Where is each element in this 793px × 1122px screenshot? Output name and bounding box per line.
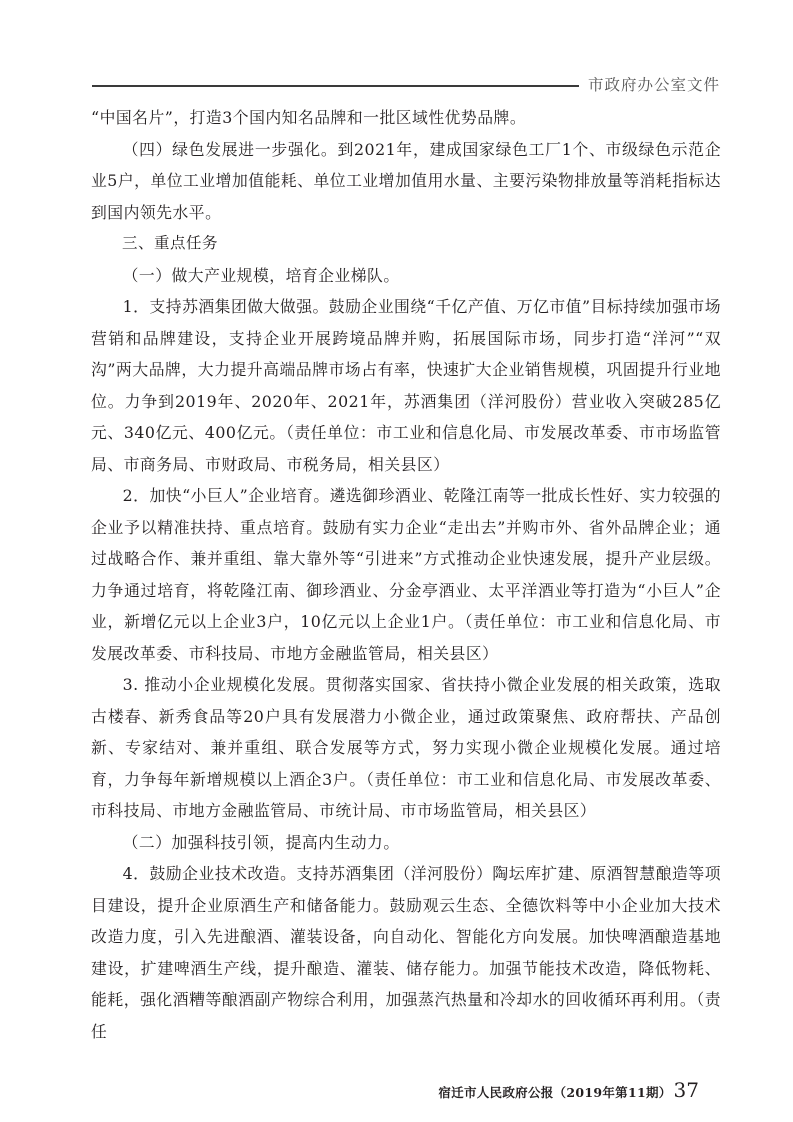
page-number: 37 <box>673 1078 699 1102</box>
paragraph-item-2: 2．加快“小巨人”企业培育。遴选御珍酒业、乾隆江南等一批成长性好、实力较强的企业予以精准扶持、重点培育。鼓励有实力企业“走出去”并购市外、省外品牌企业；通过战略合作、兼并重组、靠大靠外等“引进来”方式推动企业快速发展，提升产业层级。力争通过培育，将乾隆江南、御珍酒业、分金亭酒业、太平洋酒业等打造为“小巨人”企业，新增亿元以上企业3户，10亿元以上企业1户。（责任单位：市工业和信息化局、市发展改革委、市科技局、市地方金融监管局，相关县区） <box>91 486 721 663</box>
section-heading-key-tasks: 三、重点任务 <box>122 234 219 252</box>
paragraph-item-3: 3. 推动小企业规模化发展。贯彻落实国家、省扶持小微企业发展的相关政策，选取古楼春、新秀食品等20户具有发展潜力小微企业，通过政策聚焦、政府帮扶、产品创新、专家结对、兼并重组、联合发展等方式，努力实现小微企业规模化发展。通过培育，力争每年新增规模以上酒企3户。（责任单位：市工业和信息化局、市发展改革委、市科技局、市地方金融监管局、市统计局、市市场监管局，相关县区） <box>91 675 721 820</box>
document-body <box>91 102 721 1047</box>
header-section-label: 市政府办公室文件 <box>588 76 721 94</box>
footer-publication: 宿迁市人民政府公报（2019年第11期） <box>438 1085 672 1100</box>
subheading-technology: （二）加强科技引领，提高内生动力。 <box>122 832 400 852</box>
page-footer <box>438 1078 699 1102</box>
paragraph-green-development: （四）绿色发展进一步强化。到2021年，建成国家绿色工厂1个、市级绿色示范企业5户，单位工业增加值能耗、单位工业增加值用水量、主要污染物排放量等消耗指标达到国内领先水平。 <box>91 139 721 222</box>
subheading-industry-scale: （一）做大产业规模，培育企业梯队。 <box>122 265 400 285</box>
header-rule <box>92 85 579 87</box>
paragraph-continuation: “中国名片”，打造3个国内知名品牌和一批区域性优势品牌。 <box>91 108 527 127</box>
paragraph-item-4: 4．鼓励企业技术改造。支持苏酒集团（洋河股份）陶坛库扩建、原酒智慧酿造等项目建设，提升企业原酒生产和储备能力。鼓励观云生态、全德饮料等中小企业加大技术改造力度，引入先进酿酒、灌装设备，向自动化、智能化方向发展。加快啤酒酿造基地建设，扩建啤酒生产线，提升酿造、灌装、储存能力。加强节能技术改造，降低物耗、能耗，强化酒糟等酿酒副产物综合利用，加强蒸汽热量和冷却水的回收循环再利用。（责任 <box>91 864 721 1041</box>
paragraph-item-1: 1．支持苏酒集团做大做强。鼓励企业围绕“千亿产值、万亿市值”目标持续加强市场营销和品牌建设，支持企业开展跨境品牌并购，拓展国际市场，同步打造“洋河”“双沟”两大品牌，大力提升高端品牌市场占有率，快速扩大企业销售规模，巩固提升行业地位。力争到2019年、2020年、2021年，苏酒集团（洋河股份）营业收入突破285亿元、340亿元、400亿元。（责任单位：市工业和信息化局、市发展改革委、市市场监管局、市商务局、市财政局、市税务局，相关县区） <box>91 297 721 474</box>
